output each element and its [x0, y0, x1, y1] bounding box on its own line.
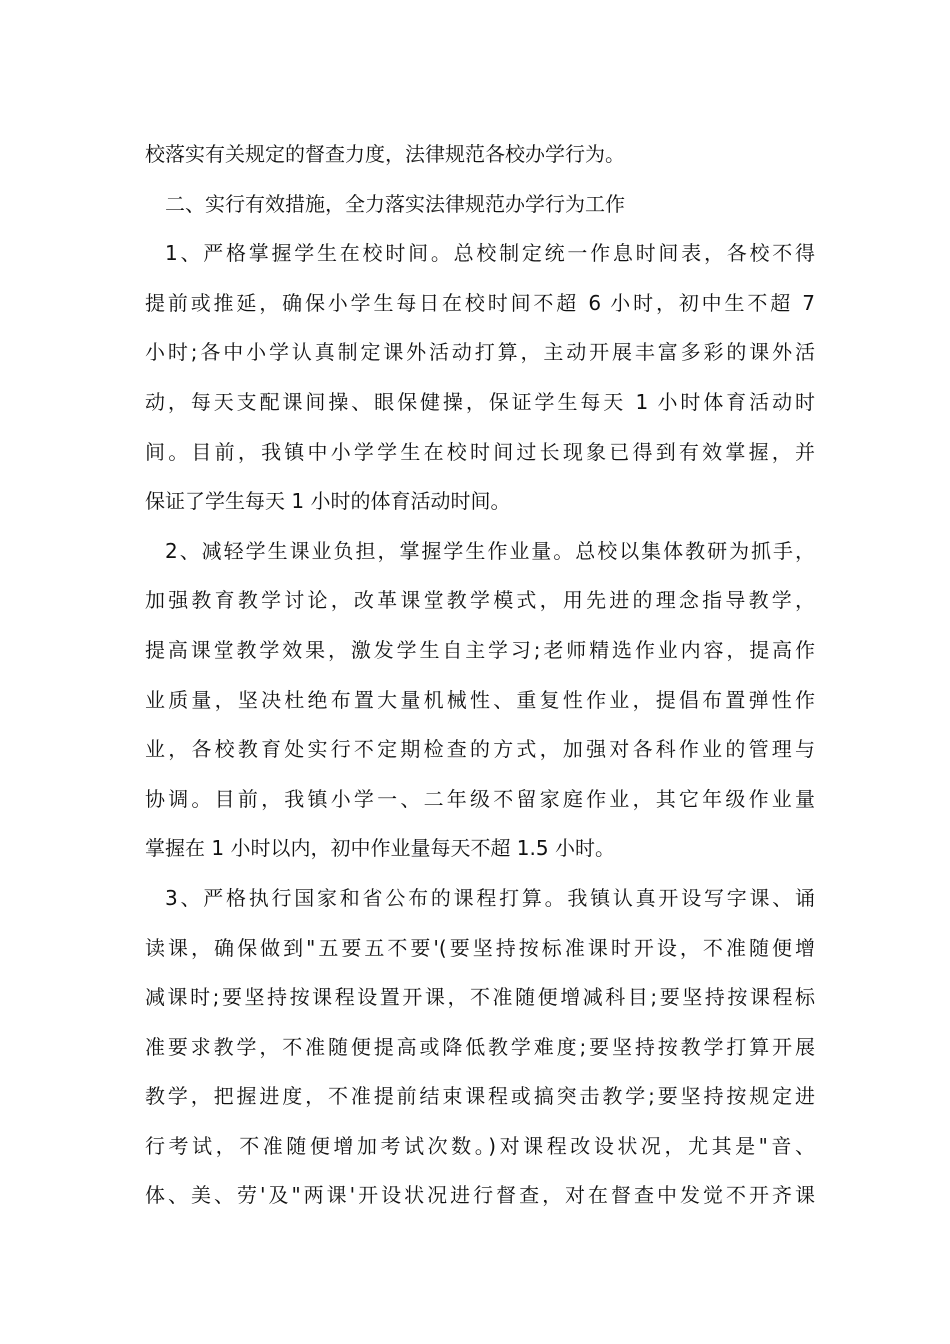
- text-line: 读课，确保做到"五要五不要'(要坚持按标准课时开设，不准随便增: [145, 935, 815, 960]
- text-line: 体、美、劳'及"两课'开设状况进行督查，对在督查中发觉不开齐课: [145, 1183, 815, 1208]
- text-line: 2、减轻学生课业负担，掌握学生作业量。总校以集体教研为抓手，: [165, 538, 815, 563]
- document-body: [145, 130, 815, 1221]
- text-line: 减课时;要坚持按课程设置开课，不准随便增减科目;要坚持按课程标: [145, 985, 815, 1010]
- text-line: 掌握在 1 小时以内，初中作业量每天不超 1.5 小时。: [145, 836, 615, 861]
- text-line: 准要求教学，不准随便提高或降低教学难度;要坚持按教学打算开展: [145, 1034, 815, 1059]
- text-line: 业，各校教育处实行不定期检查的方式，加强对各科作业的管理与: [145, 737, 815, 762]
- text-line: 间。目前，我镇中小学学生在校时间过长现象已得到有效掌握，并: [145, 439, 815, 464]
- text-line: 协调。目前，我镇小学一、二年级不留家庭作业，其它年级作业量: [145, 786, 815, 811]
- text-line: 3、严格执行国家和省公布的课程打算。我镇认真开设写字课、诵: [165, 885, 815, 910]
- text-line: 小时;各中小学认真制定课外活动打算，主动开展丰富多彩的课外活: [145, 340, 815, 365]
- text-line: 教学，把握进度，不准提前结束课程或搞突击教学;要坚持按规定进: [145, 1084, 815, 1109]
- text-line: 动，每天支配课间操、眼保健操，保证学生每天 1 小时体育活动时: [145, 389, 815, 414]
- text-line: 校落实有关规定的督查力度，法律规范各校办学行为。: [145, 142, 625, 166]
- text-line: 保证了学生每天 1 小时的体育活动时间。: [145, 489, 511, 514]
- text-line: 提高课堂教学效果，激发学生自主学习;老师精选作业内容，提高作: [145, 637, 815, 662]
- text-line: 提前或推延，确保小学生每日在校时间不超 6 小时，初中生不超 7: [145, 290, 815, 315]
- text-line: 1、严格掌握学生在校时间。总校制定统一作息时间表，各校不得: [165, 241, 815, 266]
- text-line: 业质量，坚决杜绝布置大量机械性、重复性作业，提倡布置弹性作: [145, 687, 815, 712]
- section-heading: 二、实行有效措施，全力落实法律规范办学行为工作: [165, 191, 625, 216]
- text-line: 加强教育教学讨论，改革课堂教学模式，用先进的理念指导教学，: [145, 588, 815, 613]
- text-line: 行考试，不准随便增加考试次数。)对课程改设状况，尤其是"音、: [145, 1133, 815, 1158]
